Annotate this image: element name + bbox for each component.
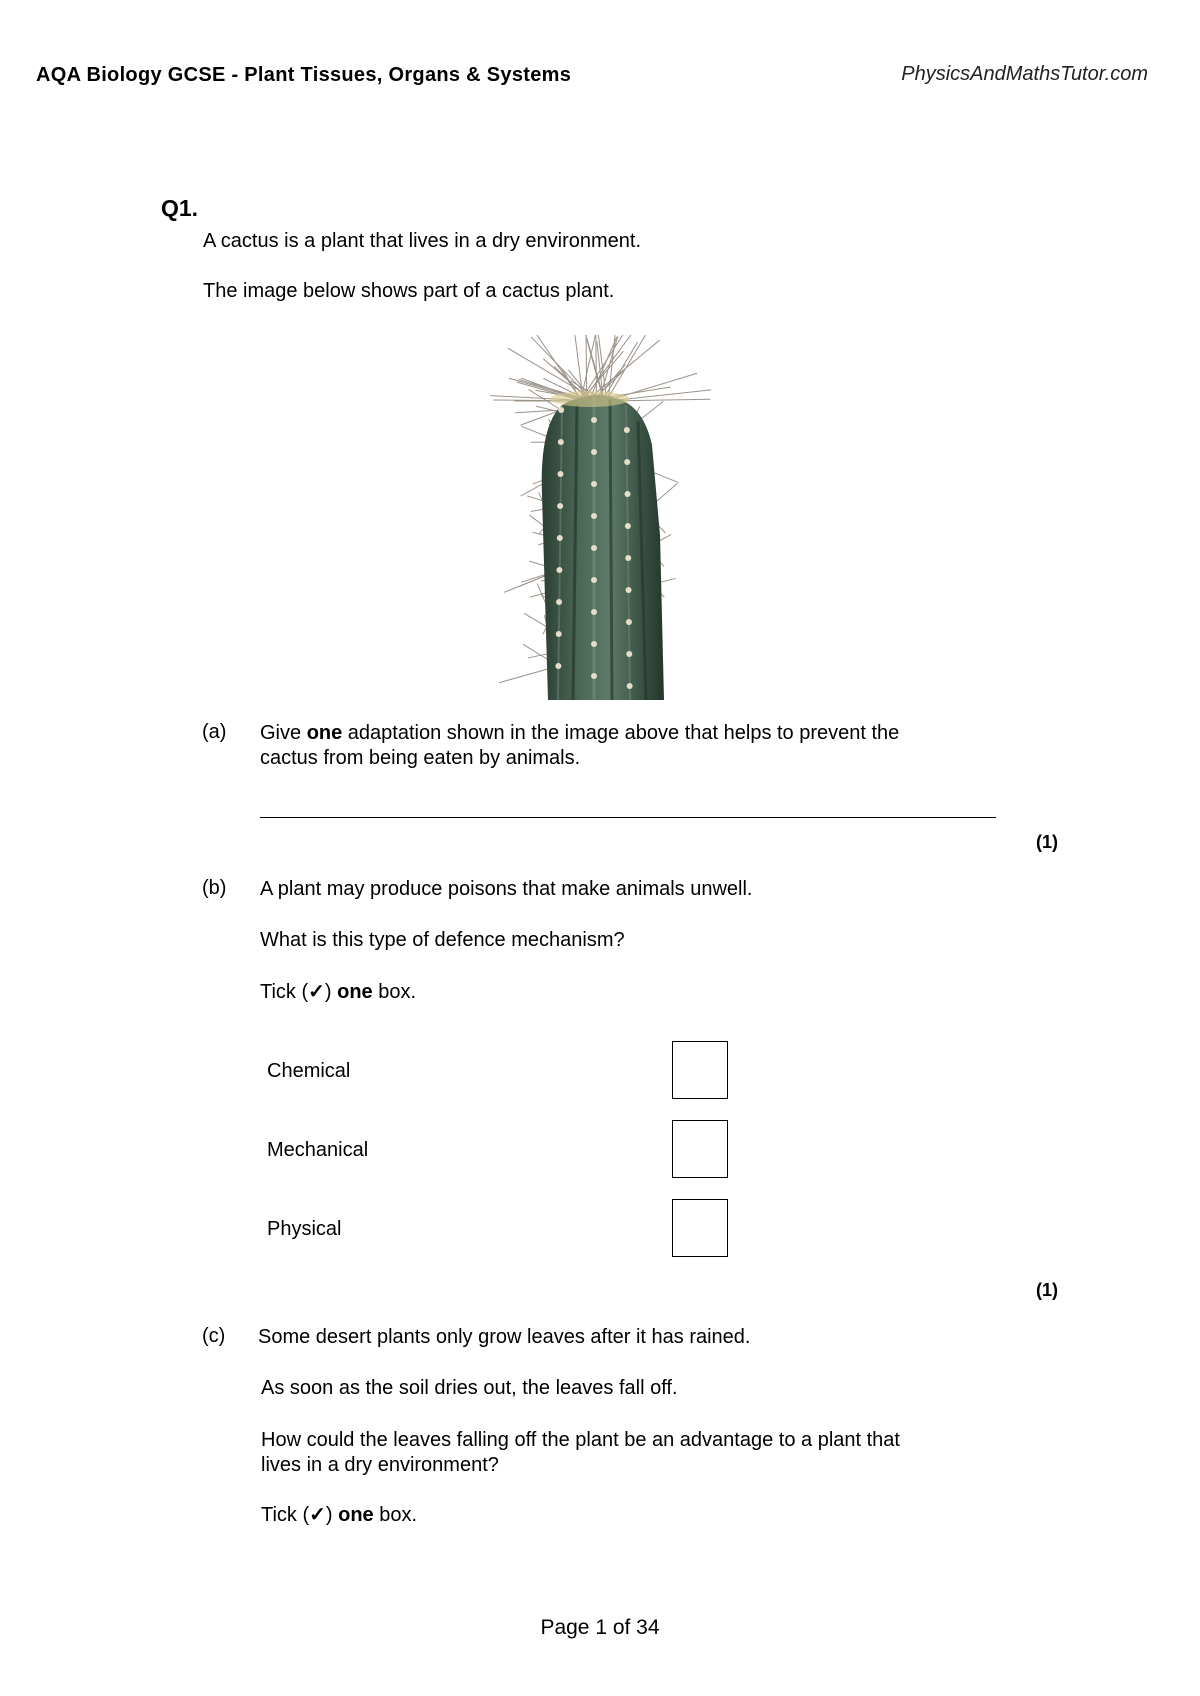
part-a-text: Give one adaptation shown in the image above that helps to prevent the cactus from being eaten by animals. — [260, 722, 900, 769]
part-c-line2: As soon as the soil dries out, the leaves fall off. — [261, 1377, 678, 1399]
header-title: AQA Biology GCSE - Plant Tissues, Organs & Systems — [36, 64, 572, 86]
part-c-label: (c) — [202, 1325, 226, 1347]
part-c-line1: Some desert plants only grow leaves after it has rained. — [258, 1326, 751, 1348]
part-b-line1: A plant may produce poisons that make animals unwell. — [260, 878, 753, 900]
tick-box-chemical[interactable] — [672, 1041, 728, 1099]
option-chemical: Chemical — [267, 1060, 351, 1082]
part-a-marks: (1) — [1036, 832, 1058, 852]
part-b-marks: (1) — [1036, 1280, 1058, 1300]
part-c-line3: How could the leaves falling off the plant be an advantage to a plant that lives in a dry environment? — [261, 1429, 900, 1476]
intro-text-2: The image below shows part of a cactus plant. — [203, 280, 615, 302]
page-number: Page 1 of 34 — [540, 1616, 660, 1639]
cactus-photo-icon — [470, 335, 740, 700]
part-b-label: (b) — [202, 877, 227, 899]
part-b-line2: What is this type of defence mechanism? — [260, 929, 625, 951]
tick-box-physical[interactable] — [672, 1199, 728, 1257]
header-site: PhysicsAndMathsTutor.com — [901, 63, 1148, 85]
part-b-tick-instruction: Tick (✓) one box. — [260, 981, 417, 1003]
part-c-tick-instruction: Tick (✓) one box. — [261, 1504, 418, 1526]
option-mechanical: Mechanical — [267, 1139, 369, 1161]
part-a-label: (a) — [202, 721, 227, 743]
option-physical: Physical — [267, 1218, 342, 1240]
answer-line[interactable] — [260, 817, 996, 818]
tick-box-mechanical[interactable] — [672, 1120, 728, 1178]
question-number: Q1. — [161, 195, 199, 221]
intro-text-1: A cactus is a plant that lives in a dry environment. — [203, 230, 641, 252]
